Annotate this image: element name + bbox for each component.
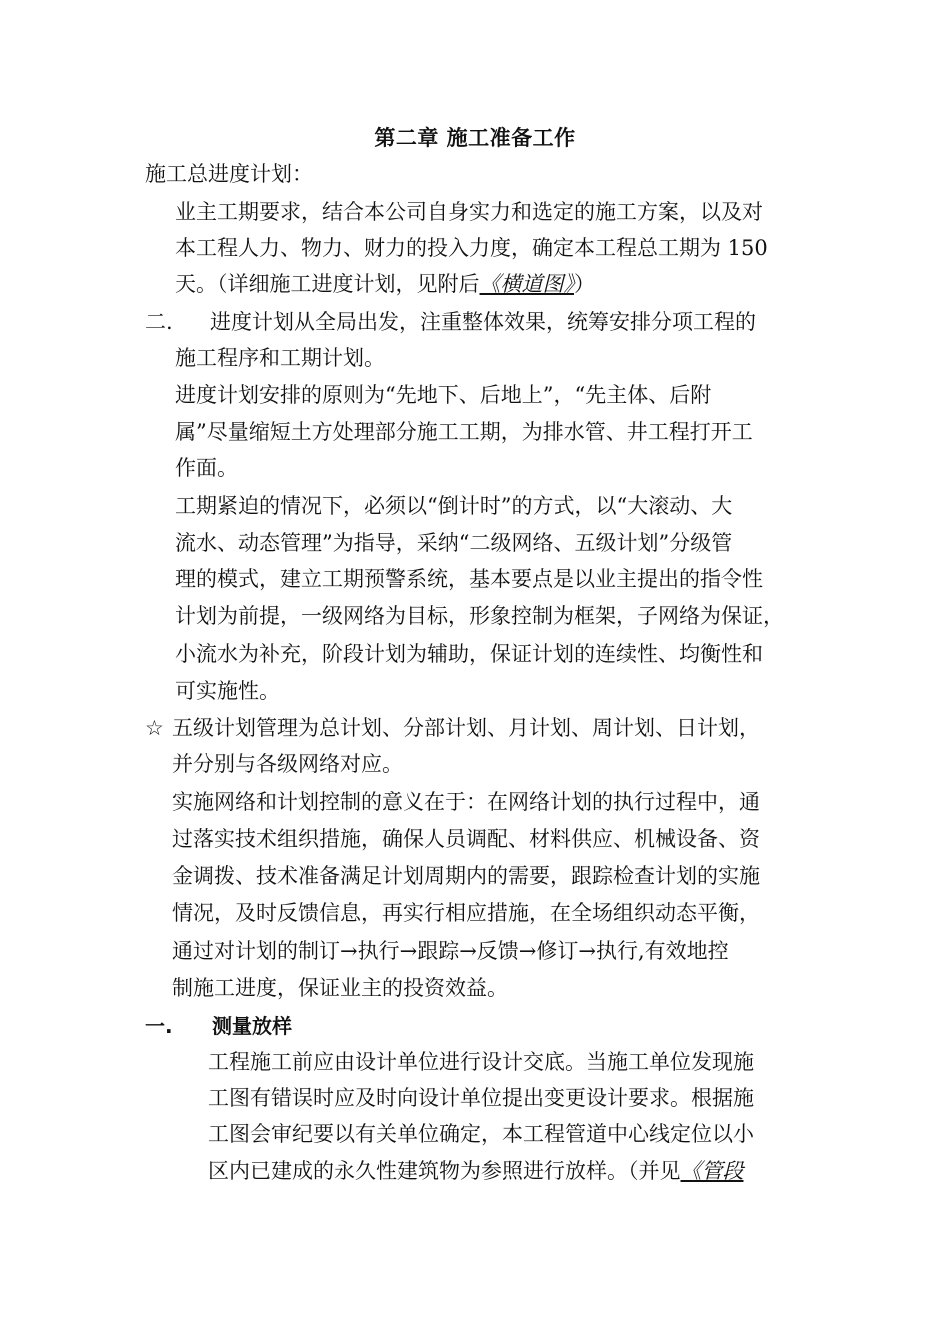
pipe-section-reference-link[interactable]: 《管段 xyxy=(680,1159,744,1183)
paragraph-line: 工程施工前应由设计单位进行设计交底。当施工单位发现施 xyxy=(208,1050,754,1074)
paragraph-text: 天。（详细施工进度计划，见附后 xyxy=(175,272,480,296)
paragraph-line: 本工程人力、物力、财力的投入力度，确定本工程总工期为 150 xyxy=(175,236,768,260)
paragraph-line: 小流水为补充，阶段计划为辅助，保证计划的连续性、均衡性和 xyxy=(175,642,763,666)
paragraph-line: 施工程序和工期计划。 xyxy=(175,346,385,370)
paragraph-line xyxy=(175,270,595,298)
paragraph-line: 作面。 xyxy=(175,456,238,480)
paragraph-line: 情况，及时反馈信息，再实行相应措施，在全场组织动态平衡， xyxy=(172,901,760,925)
schedule-section-label: 施工总进度计划： xyxy=(145,162,313,186)
paragraph-line: 进度计划安排的原则为“先地下、后地上”，“先主体、后附 xyxy=(175,383,712,407)
paragraph-line: 计划为前提，一级网络为目标，形象控制为框架，子网络为保证， xyxy=(175,604,784,628)
paragraph-line: 属”尽量缩短土方处理部分施工工期，为排水管、井工程打开工 xyxy=(175,420,753,444)
paragraph-line: 过落实技术组织措施，确保人员调配、材料供应、机械设备、资 xyxy=(172,827,760,851)
gantt-chart-reference-link[interactable]: 《横道图》 xyxy=(479,272,574,296)
paragraph-text: 区内已建成的永久性建筑物为参照进行放样。（并见 xyxy=(208,1159,681,1183)
chapter-title: 第二章 施工准备工作 xyxy=(374,126,576,150)
paragraph-line: 业主工期要求，结合本公司自身实力和选定的施工方案，以及对 xyxy=(175,200,763,224)
section-heading: 测量放样 xyxy=(212,1014,292,1038)
paragraph-line: 制施工进度，保证业主的投资效益。 xyxy=(172,976,508,1000)
paragraph-line: 工期紧迫的情况下，必须以“倒计时”的方式，以“大滚动、大 xyxy=(175,494,733,518)
paragraph-line: 工图有错误时应及时向设计单位提出变更设计要求。根据施 xyxy=(208,1086,754,1110)
paragraph-line: 进度计划从全局出发，注重整体效果，统筹安排分项工程的 xyxy=(210,310,756,334)
paragraph-line: 五级计划管理为总计划、分部计划、月计划、周计划、日计划， xyxy=(172,716,760,740)
paragraph-line: 工图会审纪要以有关单位确定，本工程管道中心线定位以小 xyxy=(208,1122,754,1146)
section-number: 一. xyxy=(145,1014,173,1038)
paragraph-line: 实施网络和计划控制的意义在于：在网络计划的执行过程中，通 xyxy=(172,790,760,814)
paragraph-line xyxy=(208,1157,744,1185)
paragraph-line: 金调拨、技术准备满足计划周期内的需要，跟踪检查计划的实施 xyxy=(172,864,760,888)
paragraph-line: 通过对计划的制订→执行→跟踪→反馈→修订→执行,有效地控 xyxy=(172,939,729,963)
paragraph-line: 理的模式，建立工期预警系统，基本要点是以业主提出的指令性 xyxy=(175,567,763,591)
paragraph-text: ） xyxy=(574,272,595,296)
paragraph-line: 并分别与各级网络对应。 xyxy=(172,752,403,776)
star-bullet-icon: ☆ xyxy=(145,716,164,740)
paragraph-line: 流水、动态管理”为指导，采纳“二级网络、五级计划”分级管 xyxy=(175,531,733,555)
paragraph-line: 可实施性。 xyxy=(175,679,280,703)
list-marker: 二. xyxy=(145,310,173,334)
